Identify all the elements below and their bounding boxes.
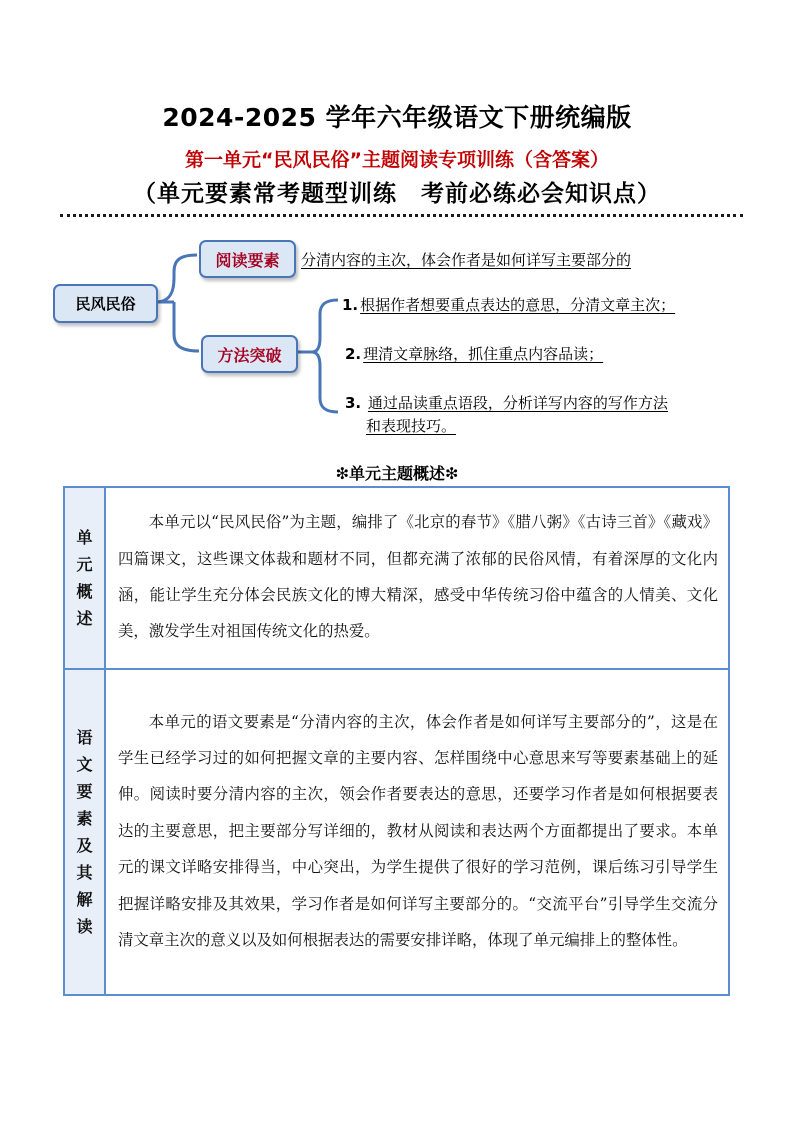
overview-table — [63, 486, 730, 996]
method-box: 方法突破 — [201, 335, 298, 373]
reading-element-text: 分清内容的主次，体会作者是如何详写主要部分的 — [301, 251, 632, 269]
method-number: 2. — [345, 345, 362, 363]
method-text: 理清文章脉络，抓住重点内容品读； — [363, 345, 604, 363]
method-item-3 — [345, 392, 668, 413]
label-char: 语 — [76, 728, 93, 747]
table-row — [64, 669, 729, 995]
label-char: 及 — [76, 836, 93, 855]
document-subtitle: 第一单元“民风民俗”主题阅读专项训练（含答案） — [185, 149, 609, 171]
root-bracket — [156, 255, 199, 351]
label-char: 要 — [76, 782, 93, 801]
document-title: 2024-2025 学年六年级语文下册统编版 — [162, 103, 632, 132]
method-item-2 — [345, 343, 603, 364]
reading-element-box: 阅读要素 — [199, 240, 296, 278]
method-bracket — [296, 300, 338, 412]
mindmap-root: 民风民俗 — [53, 284, 158, 323]
table-row — [64, 487, 729, 669]
method-item-1 — [342, 294, 675, 315]
row-label — [64, 487, 105, 669]
label-char: 解 — [76, 890, 93, 909]
row-content: 本单元以“民风民俗”为主题，编排了《北京的春节》《腊八粥》《古诗三首》《藏戏》四篇课文，这些课文体裁和题材不同，但都充满了浓郁的民俗风情，有着深厚的文化内涵，能让学生充分体会民族文化的博大精深，感受中华传统习俗中蕴含的人情美、文化美，激发学生对祖国传统文化的热爱。 — [105, 487, 729, 669]
label-char: 元 — [76, 555, 93, 574]
method-number: 1. — [342, 296, 359, 314]
row-content: 本单元的语文要素是“分清内容的主次，体会作者是如何详写主要部分的”，这是在学生已经学习过的如何把握文章的主要内容、怎样围绕中心意思来写等要素基础上的延伸。阅读时要分清内容的主次，领会作者要表达的意思，还要学习作者是如何根据要表达的主要意思，把主要部分写详细的，教材从阅读和表达两个方面都提出了要求。本单元的课文详略安排得当，中心突出，为学生提供了很好的学习范例，课后练习引导学生把握详略安排及其效果，学习作者是如何详写主要部分的。“交流平台”引导学生交流分清文章主次的意义以及如何根据表达的需要安排详略，体现了单元编排上的整体性。 — [105, 669, 729, 995]
label-char: 述 — [76, 609, 93, 628]
method-number: 3. — [345, 394, 362, 412]
method-text: 根据作者想要重点表达的意思，分清文章主次； — [360, 296, 676, 314]
method-text: 通过品读重点语段，分析详写内容的写作方法 — [367, 394, 668, 412]
label-char: 概 — [76, 582, 93, 601]
label-char: 文 — [76, 755, 93, 774]
method-text-continued: 和表现技巧。 — [366, 417, 457, 435]
label-char: 读 — [76, 917, 93, 936]
row-label — [64, 669, 105, 995]
label-char: 单 — [76, 528, 93, 547]
document-subtitle-2: （单元要素常考题型训练 考前必练必会知识点） — [133, 180, 661, 207]
label-char: 其 — [76, 863, 93, 882]
section-title: ❇单元主题概述❇ — [335, 464, 459, 483]
label-char: 素 — [76, 809, 93, 828]
